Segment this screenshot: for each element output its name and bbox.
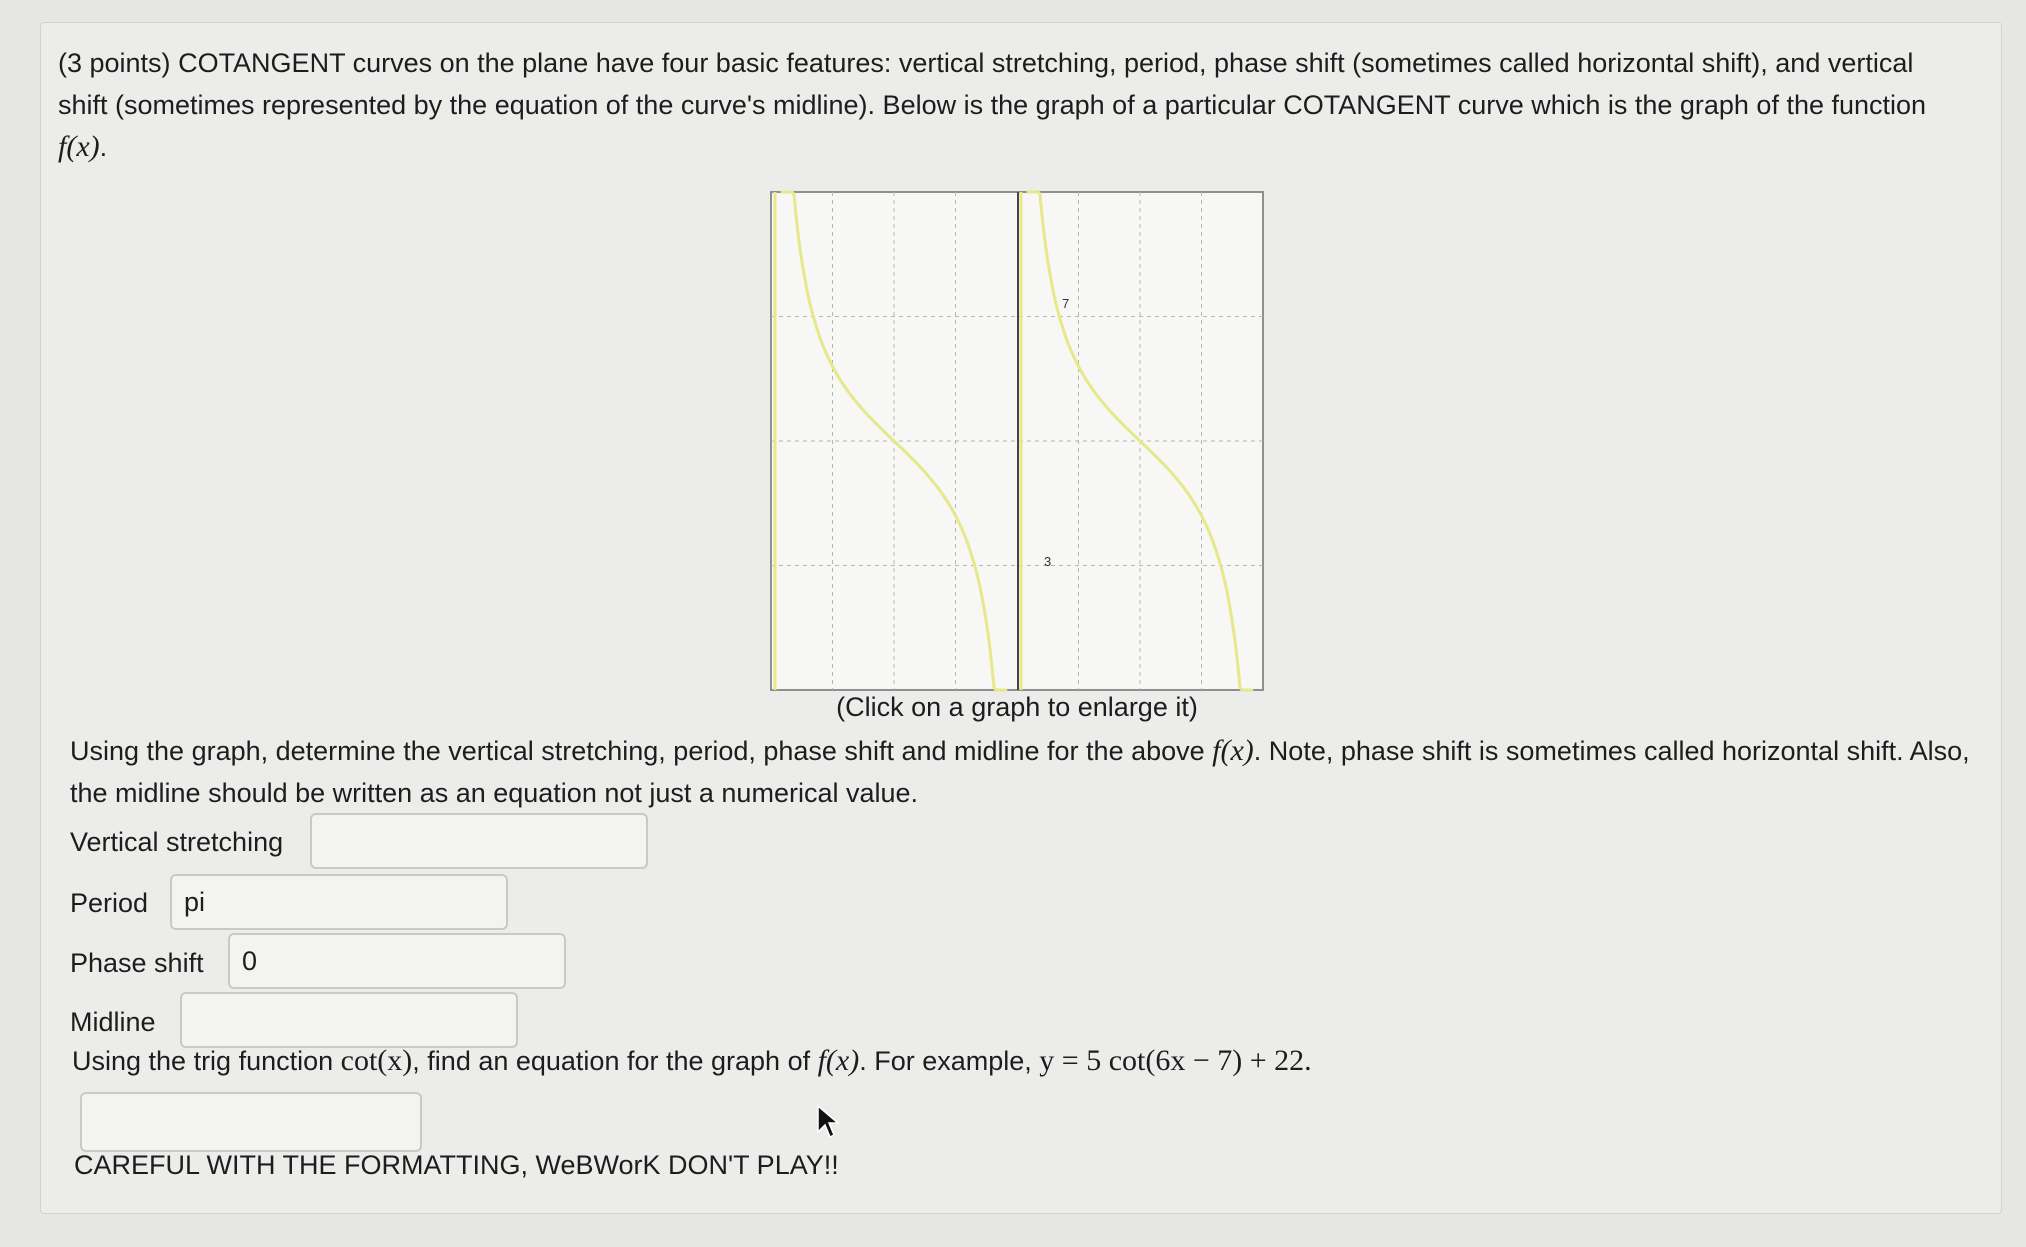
question-text [70, 730, 1970, 814]
question-part2: . Note, phase shift is sometimes called horizontal shift. Also, the midline should be written as an equation not just a numerical value. [70, 736, 1970, 808]
period-label: Period [70, 888, 149, 919]
points-label: (3 points) [58, 48, 171, 78]
eq-prompt-part1: Using the trig function [72, 1046, 341, 1076]
vertical-stretching-label: Vertical stretching [70, 827, 284, 858]
equation-input[interactable] [80, 1092, 422, 1152]
cot-function: cot(x) [340, 1044, 413, 1077]
midline-label: Midline [70, 1007, 156, 1038]
period-row [70, 887, 148, 919]
phase-shift-row [70, 947, 204, 979]
problem-intro [58, 42, 1968, 168]
question-part1: Using the graph, determine the vertical stretching, period, phase shift and midline for the above [70, 736, 1213, 766]
formatting-warning: CAREFUL WITH THE FORMATTING, WeBWorK DON'T PLAY!! [74, 1150, 839, 1180]
example-equation: y = 5 cot(6x − 7) + 22. [1039, 1044, 1312, 1077]
eq-prompt-part3: . For example, [859, 1046, 1040, 1076]
midline-input[interactable] [180, 992, 518, 1048]
period-input[interactable] [170, 874, 508, 930]
phase-shift-label: Phase shift [70, 948, 204, 979]
y-tick-label-7: 7 [1062, 296, 1070, 311]
graph-svg[interactable] [766, 190, 1268, 694]
intro-end: . [99, 132, 108, 162]
eq-prompt-part2: , find an equation for the graph of [412, 1046, 818, 1076]
vertical-stretching-input[interactable] [310, 813, 648, 869]
y-tick-label-3: 3 [1044, 554, 1052, 569]
fx-symbol-3: f(x) [817, 1044, 860, 1077]
midline-row [70, 1006, 156, 1038]
phase-shift-input[interactable] [228, 933, 566, 989]
fx-symbol: f(x) [58, 130, 100, 163]
graph-caption: (Click on a graph to enlarge it) [836, 692, 1198, 722]
vertical-stretching-row [70, 826, 283, 858]
cotangent-graph[interactable] [766, 190, 1268, 694]
mouse-cursor-icon [816, 1104, 840, 1140]
intro-text: COTANGENT curves on the plane have four basic features: vertical stretching, period, phase shift (sometimes called horizontal shift), and vertical shift (sometimes represented by the equation of the curve's midline). Below is the graph of a particular COTANGENT curve which is the graph of the function [58, 48, 1927, 120]
fx-symbol-2: f(x) [1212, 734, 1254, 767]
equation-prompt [72, 1044, 1312, 1078]
